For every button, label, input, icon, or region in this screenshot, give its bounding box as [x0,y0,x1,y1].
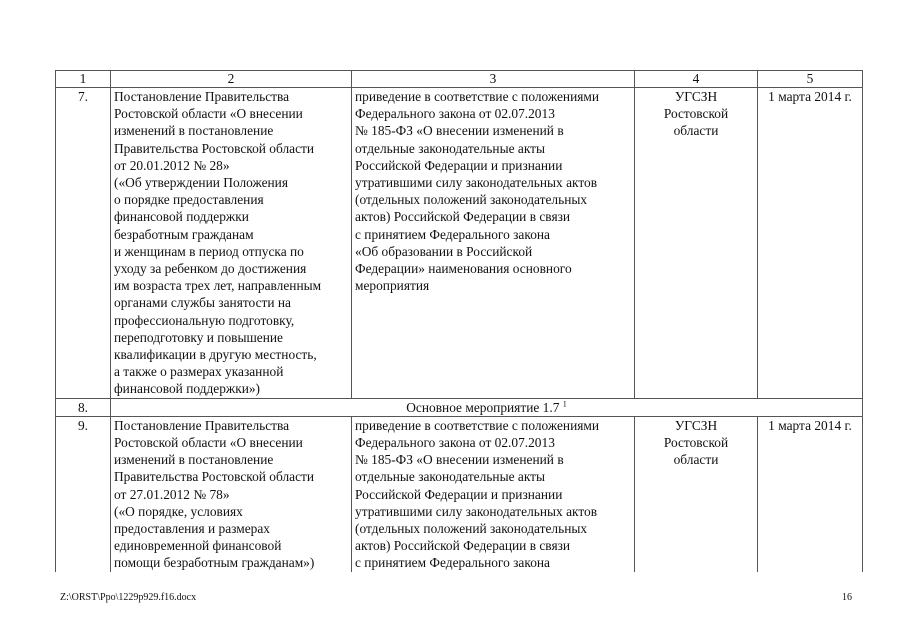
reason-cell: приведение в соответствие с положениями Федерального закона от 02.07.2013 № 185-ФЗ «О внесении изменений в отдельные законодательные акты Российской Федерации и признании утратившими силу законодательных актов (отдельных положений законодательных актов) Российской Федерации в связи с принятием Федерального закона «Об образовании в Российской Федерации» наименования основного мероприятия [352,88,635,399]
document-name-cell: Постановление Правительства Ростовской области «О внесении изменений в постановление Правительства Ростовской области от 20.01.2012 № 28» («Об утверждении Положения о порядке предоставления финансовой поддержки безработным гражданам и женщинам в период отпуска по уходу за ребенком до достижения им возраста трех лет, направленным органами службы занятости на профессиональную подготовку, переподготовку и повышение квалификации в другую местность, а также о размерах указанной финансовой поддержки») [111,88,352,399]
column-header-executor: 4 [635,71,758,88]
document-table [55,70,863,572]
executor-cell: УГСЗН Ростовской области [635,88,758,399]
page-number: 16 [842,592,852,603]
reason-cell: приведение в соответствие с положениями Федерального закона от 02.07.2013 № 185-ФЗ «О внесении изменений в отдельные законодательные акты Российской Федерации и признании утратившими силу законодательных актов (отдельных положений законодательных актов) Российской Федерации в связи с принятием Федерального закона [352,416,635,571]
table-row-section [56,398,863,416]
date-cell: 1 марта 2014 г. [758,416,863,571]
table-row [56,416,863,571]
file-path-footer: Z:\ORST\Ppo\1229p929.f16.docx [60,592,197,603]
header-row [56,71,863,88]
table-row [56,88,863,399]
document-name-cell: Постановление Правительства Ростовской области «О внесении изменений в постановление Правительства Ростовской области от 27.01.2012 № 78» («О порядке, условиях предоставления и размерах единовременной финансовой помощи безработным гражданам») [111,416,352,571]
row-number: 8. [56,398,111,416]
section-heading-cell [111,398,863,416]
row-number: 7. [56,88,111,399]
column-header-reason: 3 [352,71,635,88]
section-heading-text: Основное мероприятие 1.7 [406,399,560,415]
row-number: 9. [56,416,111,571]
column-header-number: 1 [56,71,111,88]
column-header-document: 2 [111,71,352,88]
footnote-marker: 1 [562,399,567,409]
date-cell: 1 марта 2014 г. [758,88,863,399]
executor-cell: УГСЗН Ростовской области [635,416,758,571]
column-header-date: 5 [758,71,863,88]
